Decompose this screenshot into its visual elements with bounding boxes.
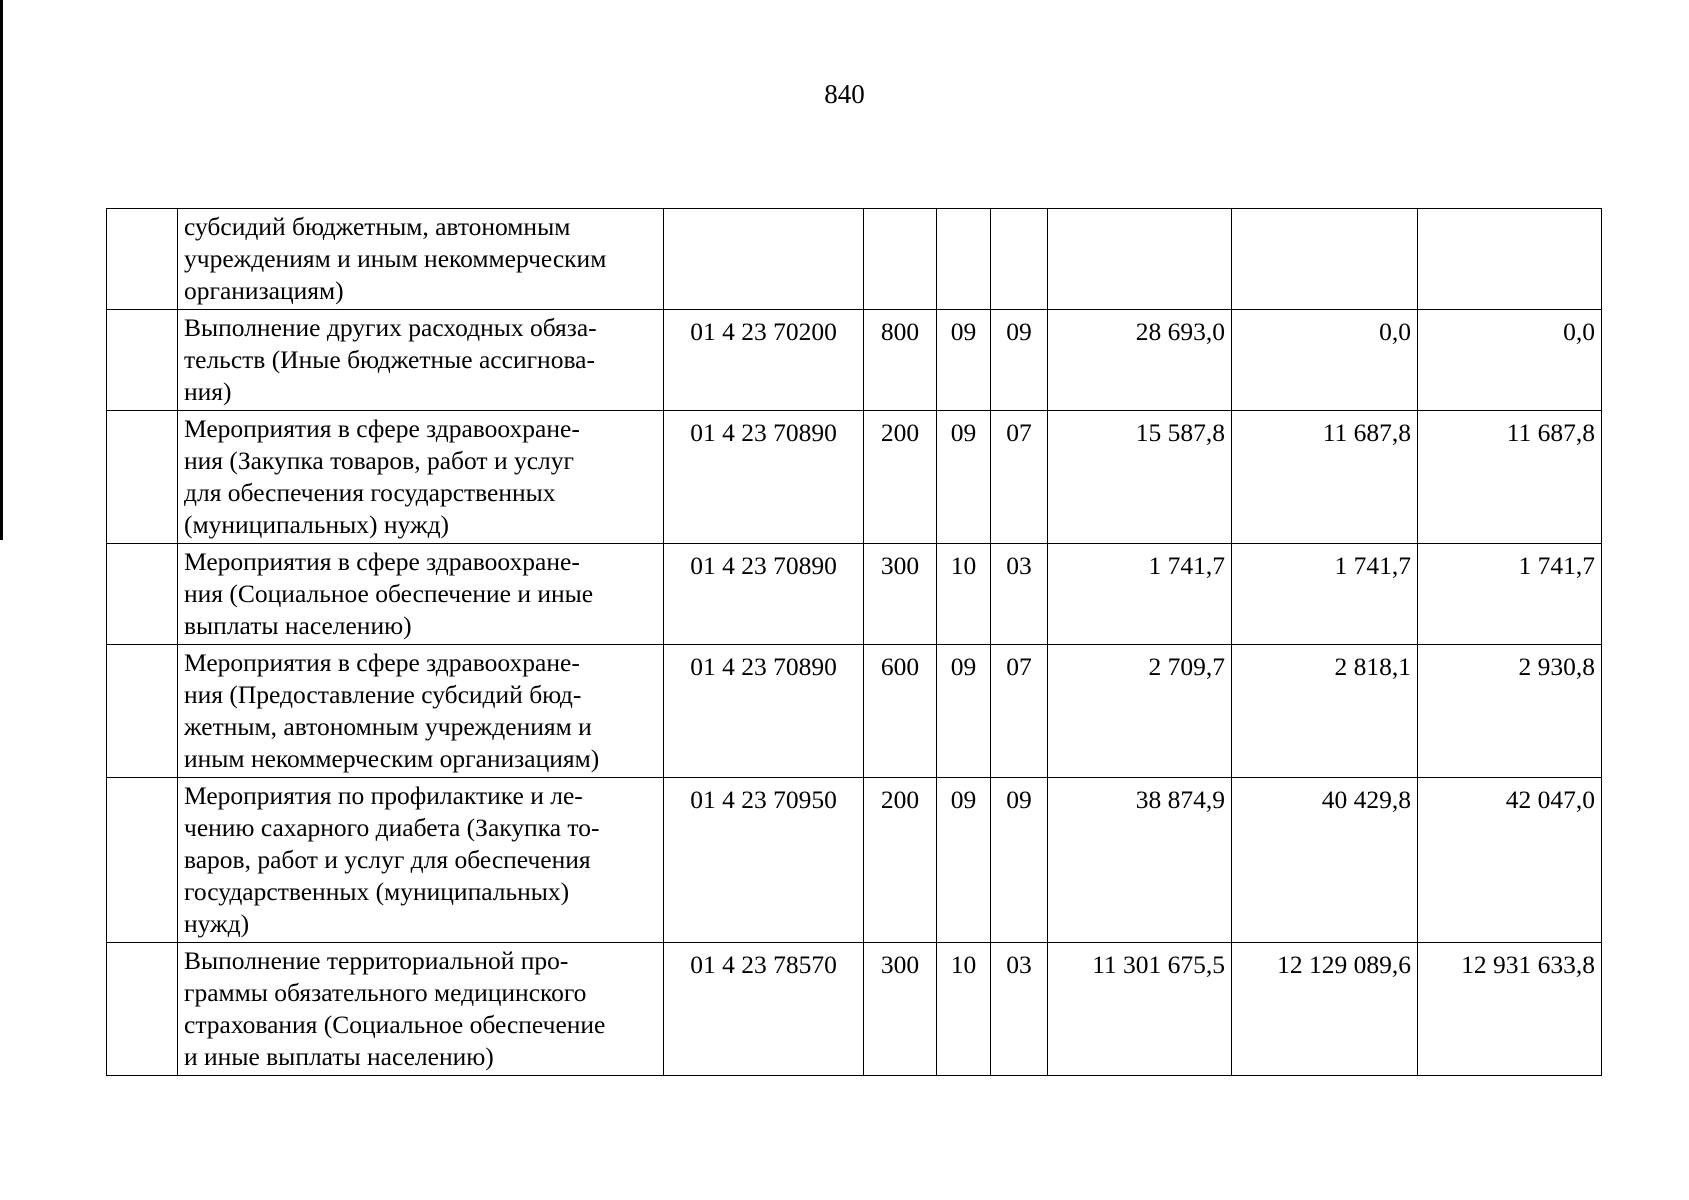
- name-cell: [178, 411, 664, 544]
- table-row: [107, 778, 1602, 943]
- target-code-cell: 01 4 23 70890: [664, 645, 864, 778]
- amount-year2-cell: 0,0: [1232, 310, 1418, 411]
- amount-year3-cell: 2 930,8: [1418, 645, 1602, 778]
- table-row: [107, 310, 1602, 411]
- target-code-cell: 01 4 23 78570: [664, 943, 864, 1076]
- amount-year3-cell: 0,0: [1418, 310, 1602, 411]
- amount-year1-cell: 38 874,9: [1048, 778, 1232, 943]
- expense-type-cell: 200: [864, 411, 937, 544]
- section-cell: 09: [937, 411, 991, 544]
- amount-year1-cell: 11 301 675,5: [1048, 943, 1232, 1076]
- name-cell: [178, 209, 664, 310]
- expense-type-cell: 200: [864, 778, 937, 943]
- amount-year3-cell: [1418, 209, 1602, 310]
- subsection-cell: 07: [991, 645, 1048, 778]
- expense-type-cell: 800: [864, 310, 937, 411]
- section-cell: 10: [937, 943, 991, 1076]
- name-cell: [178, 310, 664, 411]
- page-number: 840: [824, 79, 865, 109]
- amount-year2-cell: 2 818,1: [1232, 645, 1418, 778]
- table-row: [107, 209, 1602, 310]
- amount-year1-cell: 15 587,8: [1048, 411, 1232, 544]
- amount-year2-cell: 40 429,8: [1232, 778, 1418, 943]
- section-cell: [937, 209, 991, 310]
- section-cell: 09: [937, 645, 991, 778]
- name-text: субсидий бюджетным, автономным учреждениям и иным некоммерческим организациям): [184, 212, 607, 305]
- target-code-cell: 01 4 23 70890: [664, 544, 864, 645]
- target-code-cell: 01 4 23 70950: [664, 778, 864, 943]
- row-number-cell: [107, 778, 178, 943]
- table-row: [107, 544, 1602, 645]
- subsection-cell: 09: [991, 310, 1048, 411]
- amount-year3-cell: 1 741,7: [1418, 544, 1602, 645]
- target-code-cell: 01 4 23 70200: [664, 310, 864, 411]
- row-number-cell: [107, 310, 178, 411]
- name-text: Выполнение других расходных обяза- тельств (Иные бюджетные ассигнова- ния): [184, 313, 597, 406]
- name-text: Мероприятия в сфере здравоохране- ния (Закупка товаров, работ и услуг для обеспечения государственных (муниципальных) нужд): [184, 414, 580, 539]
- name-cell: [178, 645, 664, 778]
- subsection-cell: 07: [991, 411, 1048, 544]
- budget-table: [106, 208, 1602, 1076]
- amount-year1-cell: [1048, 209, 1232, 310]
- expense-type-cell: 300: [864, 943, 937, 1076]
- amount-year2-cell: [1232, 209, 1418, 310]
- name-text: Выполнение территориальной про- граммы обязательного медицинского страхования (Социальное обеспечение и иные выплаты населению): [184, 946, 606, 1071]
- subsection-cell: 03: [991, 943, 1048, 1076]
- amount-year1-cell: 28 693,0: [1048, 310, 1232, 411]
- row-number-cell: [107, 411, 178, 544]
- subsection-cell: 03: [991, 544, 1048, 645]
- section-cell: 09: [937, 778, 991, 943]
- table-row: [107, 943, 1602, 1076]
- target-code-cell: 01 4 23 70890: [664, 411, 864, 544]
- expense-type-cell: [864, 209, 937, 310]
- name-cell: [178, 778, 664, 943]
- table-row: [107, 645, 1602, 778]
- row-number-cell: [107, 645, 178, 778]
- amount-year3-cell: 42 047,0: [1418, 778, 1602, 943]
- name-cell: [178, 544, 664, 645]
- subsection-cell: 09: [991, 778, 1048, 943]
- section-cell: 10: [937, 544, 991, 645]
- amount-year2-cell: 12 129 089,6: [1232, 943, 1418, 1076]
- amount-year2-cell: 11 687,8: [1232, 411, 1418, 544]
- section-cell: 09: [937, 310, 991, 411]
- amount-year1-cell: 2 709,7: [1048, 645, 1232, 778]
- subsection-cell: [991, 209, 1048, 310]
- expense-type-cell: 600: [864, 645, 937, 778]
- name-text: Мероприятия в сфере здравоохране- ния (Предоставление субсидий бюд- жетным, автономным учреждениям и иным некоммерческим организациям): [184, 648, 600, 773]
- amount-year1-cell: 1 741,7: [1048, 544, 1232, 645]
- amount-year3-cell: 12 931 633,8: [1418, 943, 1602, 1076]
- expense-type-cell: 300: [864, 544, 937, 645]
- row-number-cell: [107, 544, 178, 645]
- name-text: Мероприятия по профилактике и ле- чению сахарного диабета (Закупка то- варов, работ и услуг для обеспечения государственных (муниципальных) нужд): [184, 781, 600, 938]
- amount-year2-cell: 1 741,7: [1232, 544, 1418, 645]
- table-row: [107, 411, 1602, 544]
- row-number-cell: [107, 209, 178, 310]
- name-cell: [178, 943, 664, 1076]
- target-code-cell: [664, 209, 864, 310]
- name-text: Мероприятия в сфере здравоохране- ния (Социальное обеспечение и иные выплаты населению): [184, 547, 594, 640]
- amount-year3-cell: 11 687,8: [1418, 411, 1602, 544]
- row-number-cell: [107, 943, 178, 1076]
